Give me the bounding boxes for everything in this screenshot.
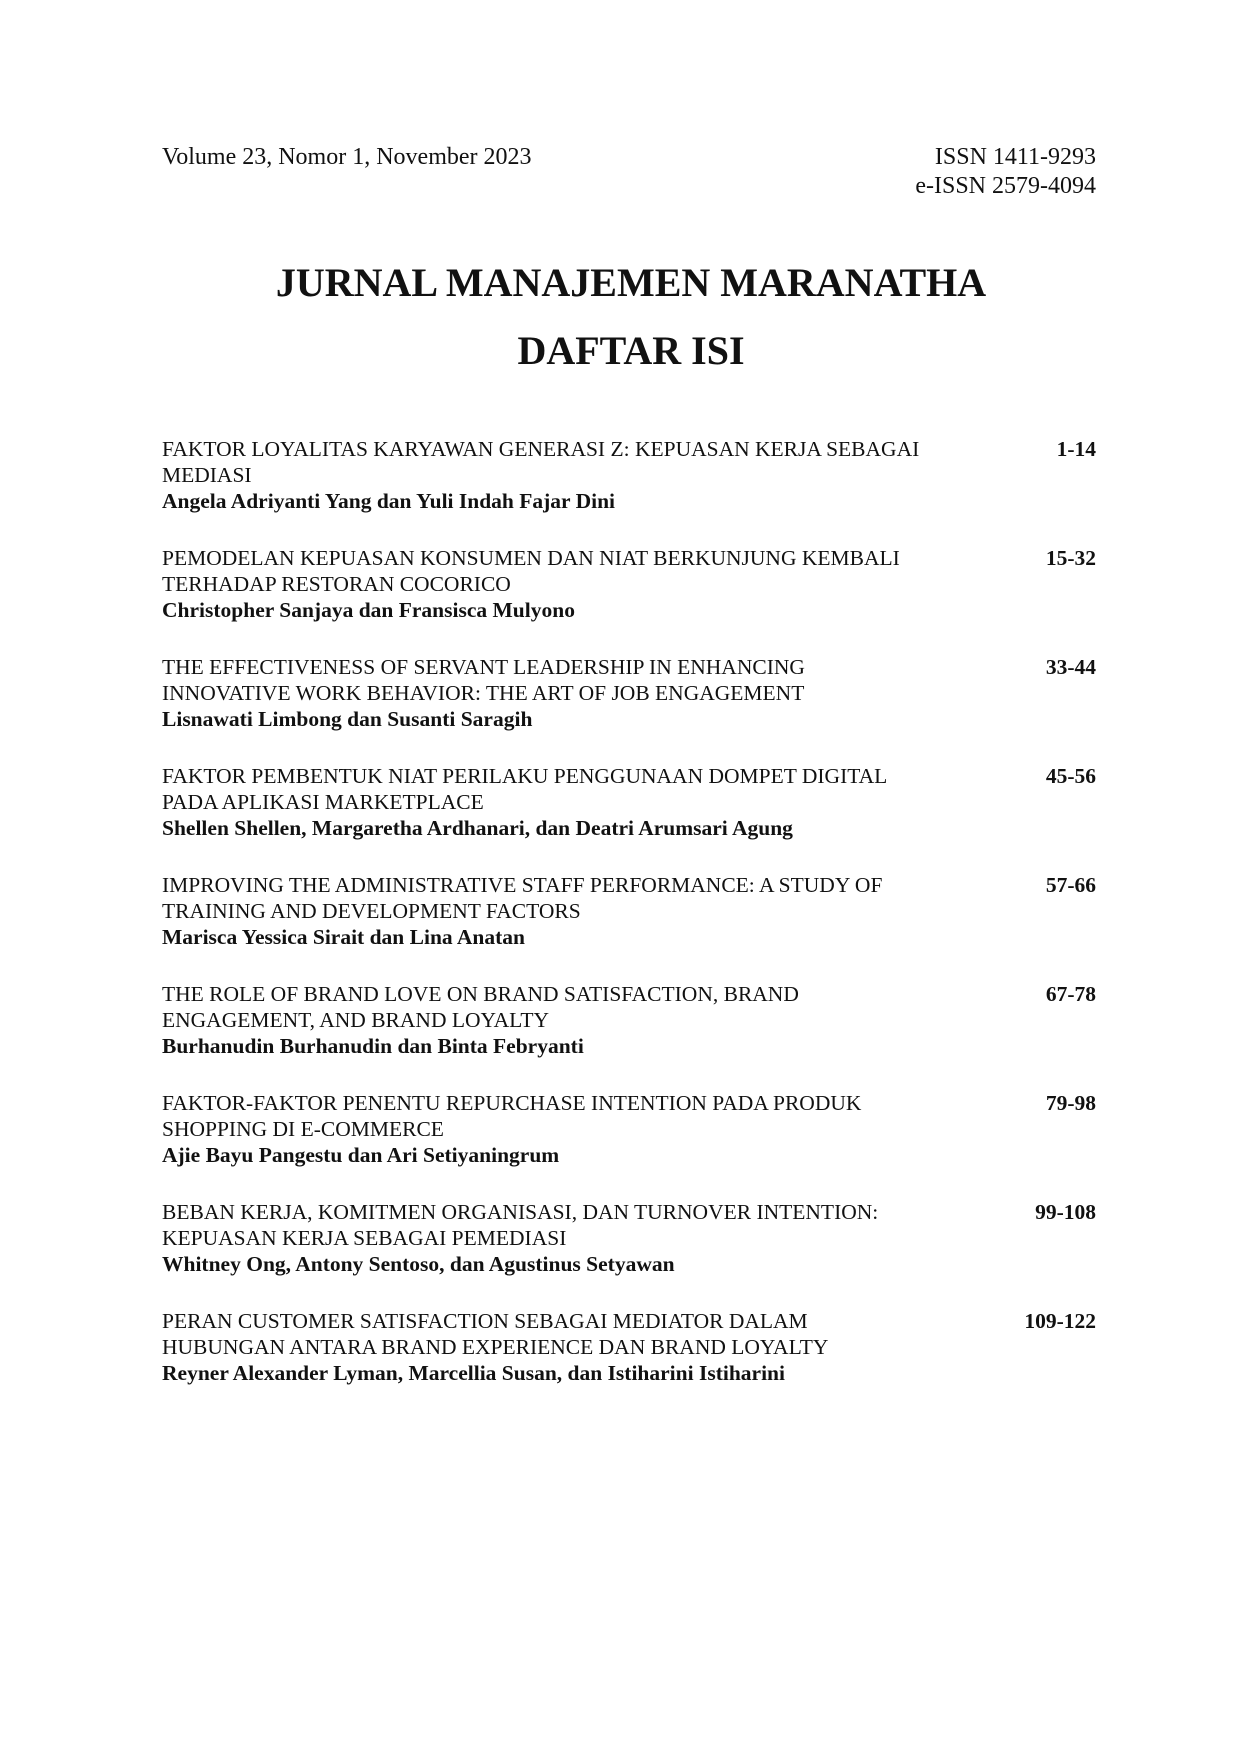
toc-entry-1 [162,436,1096,545]
article-pages: 67-78 [1045,982,1096,1006]
article-title: FAKTOR LOYALITAS KARYAWAN GENERASI Z: KEPUASAN KERJA SEBAGAI MEDIASI [162,437,920,487]
article-authors: Lisnawati Limbong dan Susanti Saragih [162,707,533,731]
table-of-contents-title: DAFTAR ISI [517,328,745,373]
toc-entry-7 [162,1090,1096,1199]
toc-entry-6 [162,981,1096,1090]
toc-entry-8 [162,1199,1096,1308]
article-authors: Marisca Yessica Sirait dan Lina Anatan [162,925,525,949]
article-authors: Whitney Ong, Antony Sentoso, dan Agustinus Setyawan [162,1252,675,1276]
article-title: FAKTOR PEMBENTUK NIAT PERILAKU PENGGUNAAN DOMPET DIGITAL PADA APLIKASI MARKETPLACE [162,764,887,814]
toc-entry-9 [162,1308,1096,1417]
volume-info: Volume 23, Nomor 1, November 2023 [162,144,532,170]
article-pages: 109-122 [1024,1309,1096,1333]
article-title: THE EFFECTIVENESS OF SERVANT LEADERSHIP IN ENHANCING INNOVATIVE WORK BEHAVIOR: THE ART OF JOB ENGAGEMENT [162,655,805,705]
toc-entry-2 [162,545,1096,654]
article-title: BEBAN KERJA, KOMITMEN ORGANISASI, DAN TURNOVER INTENTION: KEPUASAN KERJA SEBAGAI PEMEDIASI [162,1200,879,1250]
article-authors: Reyner Alexander Lyman, Marcellia Susan, dan Istiharini Istiharini [162,1361,785,1385]
toc-entry-4 [162,763,1096,872]
article-pages: 79-98 [1045,1091,1096,1115]
article-authors: Burhanudin Burhanudin dan Binta Febryanti [162,1034,584,1058]
article-pages: 99-108 [1035,1200,1096,1224]
journal-title: JURNAL MANAJEMEN MARANATHA [275,260,987,305]
article-pages: 15-32 [1045,546,1096,570]
article-title: FAKTOR-FAKTOR PENENTU REPURCHASE INTENTION PADA PRODUK SHOPPING DI E-COMMERCE [162,1091,862,1141]
article-authors: Shellen Shellen, Margaretha Ardhanari, dan Deatri Arumsari Agung [162,816,793,840]
article-title: PERAN CUSTOMER SATISFACTION SEBAGAI MEDIATOR DALAM HUBUNGAN ANTARA BRAND EXPERIENCE DAN BRAND LOYALTY [162,1309,829,1359]
article-title: THE ROLE OF BRAND LOVE ON BRAND SATISFACTION, BRAND ENGAGEMENT, AND BRAND LOYALTY [162,982,799,1032]
article-authors: Christopher Sanjaya dan Fransisca Mulyono [162,598,575,622]
issn-block [915,143,1096,201]
issn: ISSN 1411-9293 [934,144,1096,170]
article-pages: 33-44 [1045,655,1096,679]
e-issn: e-ISSN 2579-4094 [915,173,1096,199]
article-title: IMPROVING THE ADMINISTRATIVE STAFF PERFORMANCE: A STUDY OF TRAINING AND DEVELOPMENT FACTORS [162,873,883,923]
article-pages: 1-14 [1056,437,1096,461]
toc-entry-3 [162,654,1096,763]
table-of-contents [162,436,1096,1417]
article-title: PEMODELAN KEPUASAN KONSUMEN DAN NIAT BERKUNJUNG KEMBALI TERHADAP RESTORAN COCORICO [162,546,900,596]
article-authors: Angela Adriyanti Yang dan Yuli Indah Fajar Dini [162,489,616,513]
article-pages: 57-66 [1045,873,1096,897]
article-pages: 45-56 [1045,764,1096,788]
article-authors: Ajie Bayu Pangestu dan Ari Setiyaningrum [162,1143,560,1167]
toc-entry-5 [162,872,1096,981]
